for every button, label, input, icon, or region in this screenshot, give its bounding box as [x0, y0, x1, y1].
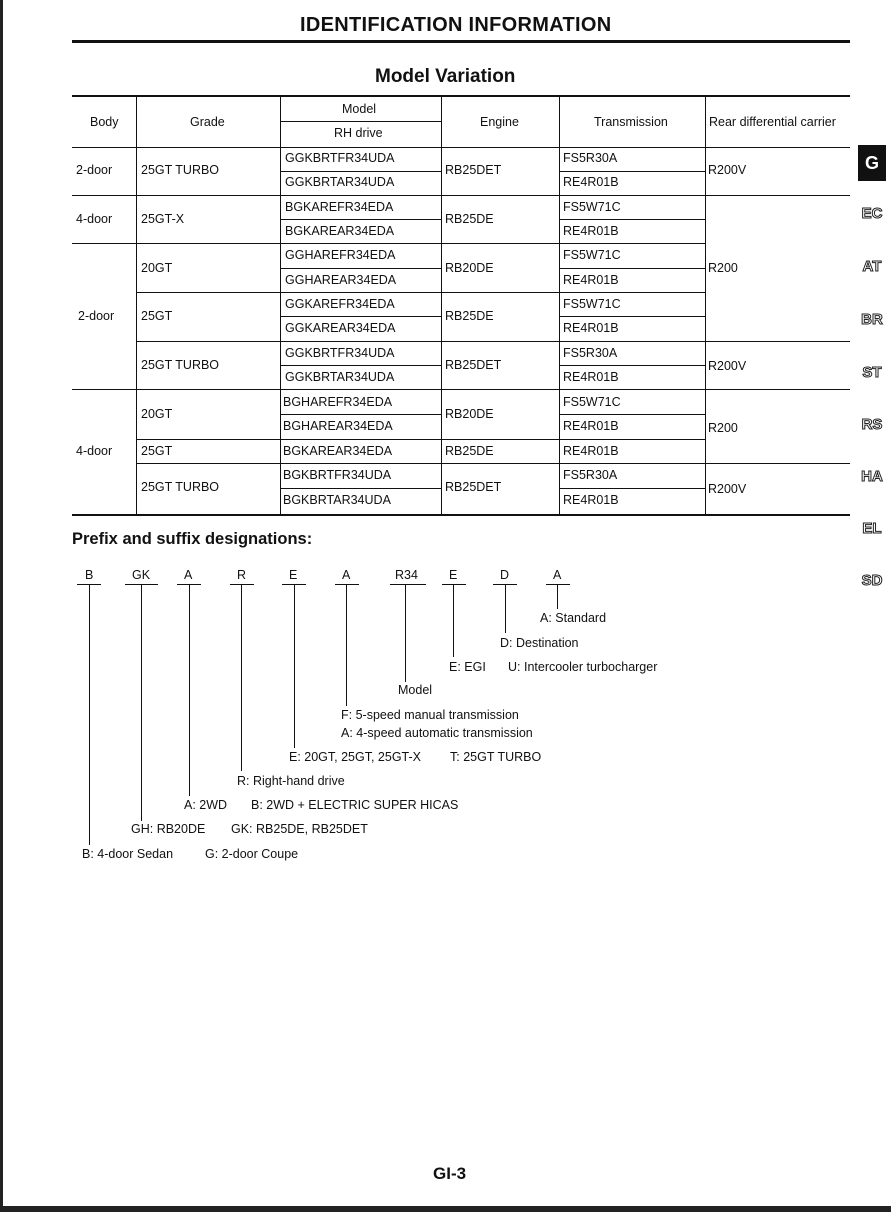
model-cell: BGKAREAR34EDA — [285, 224, 395, 238]
model-cell: GGKBRTFR34UDA — [285, 151, 395, 165]
annotation-e-grades: E: 20GT, 25GT, 25GT-X — [289, 750, 422, 764]
header-transmission: Transmission — [594, 115, 668, 129]
header-rear-diff: Rear differential carrier — [709, 115, 836, 129]
transmission-cell: FS5R30A — [563, 151, 618, 165]
table-rule — [559, 316, 705, 317]
annotation-b-2wd: B: 2WD + ELECTRIC SUPER HICAS — [251, 798, 459, 812]
model-cell: GGKBRTAR34UDA — [285, 175, 395, 189]
table-rule — [72, 243, 705, 244]
annotation-egi: E: EGI — [449, 660, 486, 674]
code-letter: GK — [132, 568, 151, 582]
annotation-a-trans: A: 4-speed automatic transmission — [341, 726, 533, 740]
leader-line — [505, 585, 506, 633]
code-underline — [546, 584, 570, 585]
body-cell: 2-door — [78, 309, 115, 323]
table-rule — [280, 268, 441, 269]
model-cell: GGKAREAR34EDA — [285, 321, 396, 335]
transmission-cell: FS5W71C — [563, 248, 621, 262]
table-header-rule — [72, 147, 850, 148]
model-cell: GGKBRTFR34UDA — [285, 346, 395, 360]
model-variation-table — [72, 95, 850, 517]
header-rule — [72, 40, 850, 43]
model-cell: BGKAREAR34EDA — [283, 444, 393, 458]
section-title: Model Variation — [375, 66, 516, 87]
transmission-cell: FS5W71C — [563, 200, 621, 214]
tab-el[interactable]: EL — [862, 520, 882, 537]
page-title: IDENTIFICATION INFORMATION — [300, 14, 612, 36]
engine-cell: RB25DET — [445, 358, 502, 372]
code-letter: R — [237, 568, 247, 582]
header-grade: Grade — [190, 115, 225, 129]
table-rule — [280, 171, 441, 172]
table-rule — [280, 316, 441, 317]
annotation-b-sedan: B: 4-door Sedan — [82, 847, 174, 861]
table-rule — [280, 121, 441, 122]
engine-cell: RB25DE — [445, 212, 494, 226]
model-cell: GGHAREAR34EDA — [285, 273, 397, 287]
transmission-cell: RE4R01B — [563, 224, 619, 238]
table-rule — [559, 171, 705, 172]
header-body: Body — [90, 115, 119, 129]
code-letter: E — [449, 568, 458, 582]
annotation-gk: GK: RB25DE, RB25DET — [231, 822, 368, 836]
rear-diff-cell: R200 — [708, 421, 738, 435]
header-engine: Engine — [480, 115, 519, 129]
tab-st[interactable]: ST — [862, 364, 882, 381]
grade-cell: 25GT TURBO — [141, 480, 220, 494]
code-underline — [230, 584, 254, 585]
table-top-rule — [72, 95, 850, 97]
transmission-cell: RE4R01B — [563, 175, 619, 189]
page-left-edge — [0, 0, 3, 1212]
table-column-rule — [441, 95, 442, 516]
table-column-rule — [705, 95, 706, 516]
grade-cell: 25GT-X — [141, 212, 185, 226]
transmission-cell: RE4R01B — [563, 273, 619, 287]
transmission-cell: RE4R01B — [563, 321, 619, 335]
leader-line — [89, 585, 90, 845]
header-model-sub: RH drive — [334, 126, 383, 140]
engine-cell: RB25DE — [445, 309, 494, 323]
table-rule — [559, 488, 705, 489]
annotation-rhd: R: Right-hand drive — [237, 774, 345, 788]
table-column-rule — [136, 95, 137, 516]
model-cell: GGKBRTAR34UDA — [285, 370, 395, 384]
table-bottom-rule — [72, 514, 850, 516]
leader-line — [557, 585, 558, 609]
table-rule — [72, 195, 850, 196]
table-rule — [280, 488, 441, 489]
engine-cell: RB20DE — [445, 261, 494, 275]
table-rule — [280, 365, 441, 366]
rear-diff-cell: R200V — [708, 163, 747, 177]
page-number: GI-3 — [433, 1164, 467, 1183]
transmission-cell: FS5R30A — [563, 468, 618, 482]
table-rule — [280, 414, 441, 415]
grade-cell: 20GT — [141, 407, 173, 421]
body-cell: 2-door — [76, 163, 113, 177]
code-letter: A — [184, 568, 193, 582]
table-rule — [559, 268, 705, 269]
table-rule — [136, 341, 850, 342]
model-cell: BGKBRTFR34UDA — [283, 468, 392, 482]
annotation-a-2wd: A: 2WD — [184, 798, 228, 812]
leader-line — [294, 585, 295, 748]
leader-line — [241, 585, 242, 771]
model-cell: BGKBRTAR34UDA — [283, 493, 391, 507]
engine-cell: RB20DE — [445, 407, 494, 421]
tab-g[interactable]: G — [858, 145, 886, 181]
annotation-f-trans: F: 5-speed manual transmission — [341, 708, 519, 722]
body-cell: 4-door — [76, 212, 113, 226]
rear-diff-cell: R200V — [708, 359, 747, 373]
code-underline — [442, 584, 466, 585]
table-rule — [559, 219, 705, 220]
code-underline — [335, 584, 359, 585]
annotation-destination: D: Destination — [500, 636, 579, 650]
table-rule — [559, 365, 705, 366]
leader-line — [453, 585, 454, 657]
grade-cell: 25GT — [141, 309, 173, 323]
grade-cell: 25GT TURBO — [141, 358, 220, 372]
tab-ec[interactable]: EC — [861, 205, 883, 222]
code-letter: A — [553, 568, 562, 582]
transmission-cell: FS5W71C — [563, 297, 621, 311]
model-cell: GGHAREFR34EDA — [285, 248, 396, 262]
model-cell: BGHAREAR34EDA — [283, 419, 393, 433]
leader-line — [346, 585, 347, 706]
model-cell: BGHAREFR34EDA — [283, 395, 393, 409]
code-letter: R34 — [395, 568, 418, 582]
tab-sd[interactable]: SD — [861, 572, 883, 589]
engine-cell: RB25DET — [445, 480, 502, 494]
tab-ha[interactable]: HA — [861, 468, 883, 485]
table-rule — [72, 389, 850, 390]
engine-cell: RB25DE — [445, 444, 494, 458]
annotation-g-coupe: G: 2-door Coupe — [205, 847, 299, 861]
code-letter: B — [85, 568, 94, 582]
transmission-cell: FS5W71C — [563, 395, 621, 409]
tab-at[interactable]: AT — [862, 258, 882, 275]
code-letter: D — [500, 568, 510, 582]
grade-cell: 20GT — [141, 261, 173, 275]
table-column-rule — [559, 95, 560, 516]
body-cell: 4-door — [76, 444, 113, 458]
annotation-t-grade: T: 25GT TURBO — [450, 750, 542, 764]
table-rule — [136, 439, 705, 440]
table-rule — [136, 292, 705, 293]
grade-cell: 25GT TURBO — [141, 163, 220, 177]
tab-rs[interactable]: RS — [861, 416, 883, 433]
transmission-cell: RE4R01B — [563, 370, 619, 384]
annotation-intercooler: U: Intercooler turbocharger — [508, 660, 658, 674]
transmission-cell: RE4R01B — [563, 419, 619, 433]
grade-cell: 25GT — [141, 444, 173, 458]
annotation-gh: GH: RB20DE — [131, 822, 206, 836]
code-letter: E — [289, 568, 298, 582]
leader-line — [141, 585, 142, 821]
rear-diff-cell: R200 — [708, 261, 738, 275]
leader-line — [189, 585, 190, 796]
table-rule — [559, 414, 705, 415]
transmission-cell: FS5R30A — [563, 346, 618, 360]
page-bottom-edge — [0, 1206, 891, 1212]
code-letter: A — [342, 568, 351, 582]
annotation-standard: A: Standard — [540, 611, 607, 625]
rear-diff-cell: R200V — [708, 482, 747, 496]
table-rule — [136, 463, 850, 464]
header-model: Model — [342, 102, 377, 116]
leader-line — [405, 585, 406, 682]
code-underline — [390, 584, 426, 585]
transmission-cell: RE4R01B — [563, 493, 619, 507]
transmission-cell: RE4R01B — [563, 444, 619, 458]
annotation-model: Model — [398, 683, 433, 697]
table-column-rule — [280, 95, 281, 516]
model-cell: GGKAREFR34EDA — [285, 297, 395, 311]
model-cell: BGKAREFR34EDA — [285, 200, 394, 214]
table-rule — [280, 219, 441, 220]
engine-cell: RB25DET — [445, 163, 502, 177]
tab-br[interactable]: BR — [861, 311, 883, 328]
prefix-section-title: Prefix and suffix designations: — [72, 530, 313, 548]
